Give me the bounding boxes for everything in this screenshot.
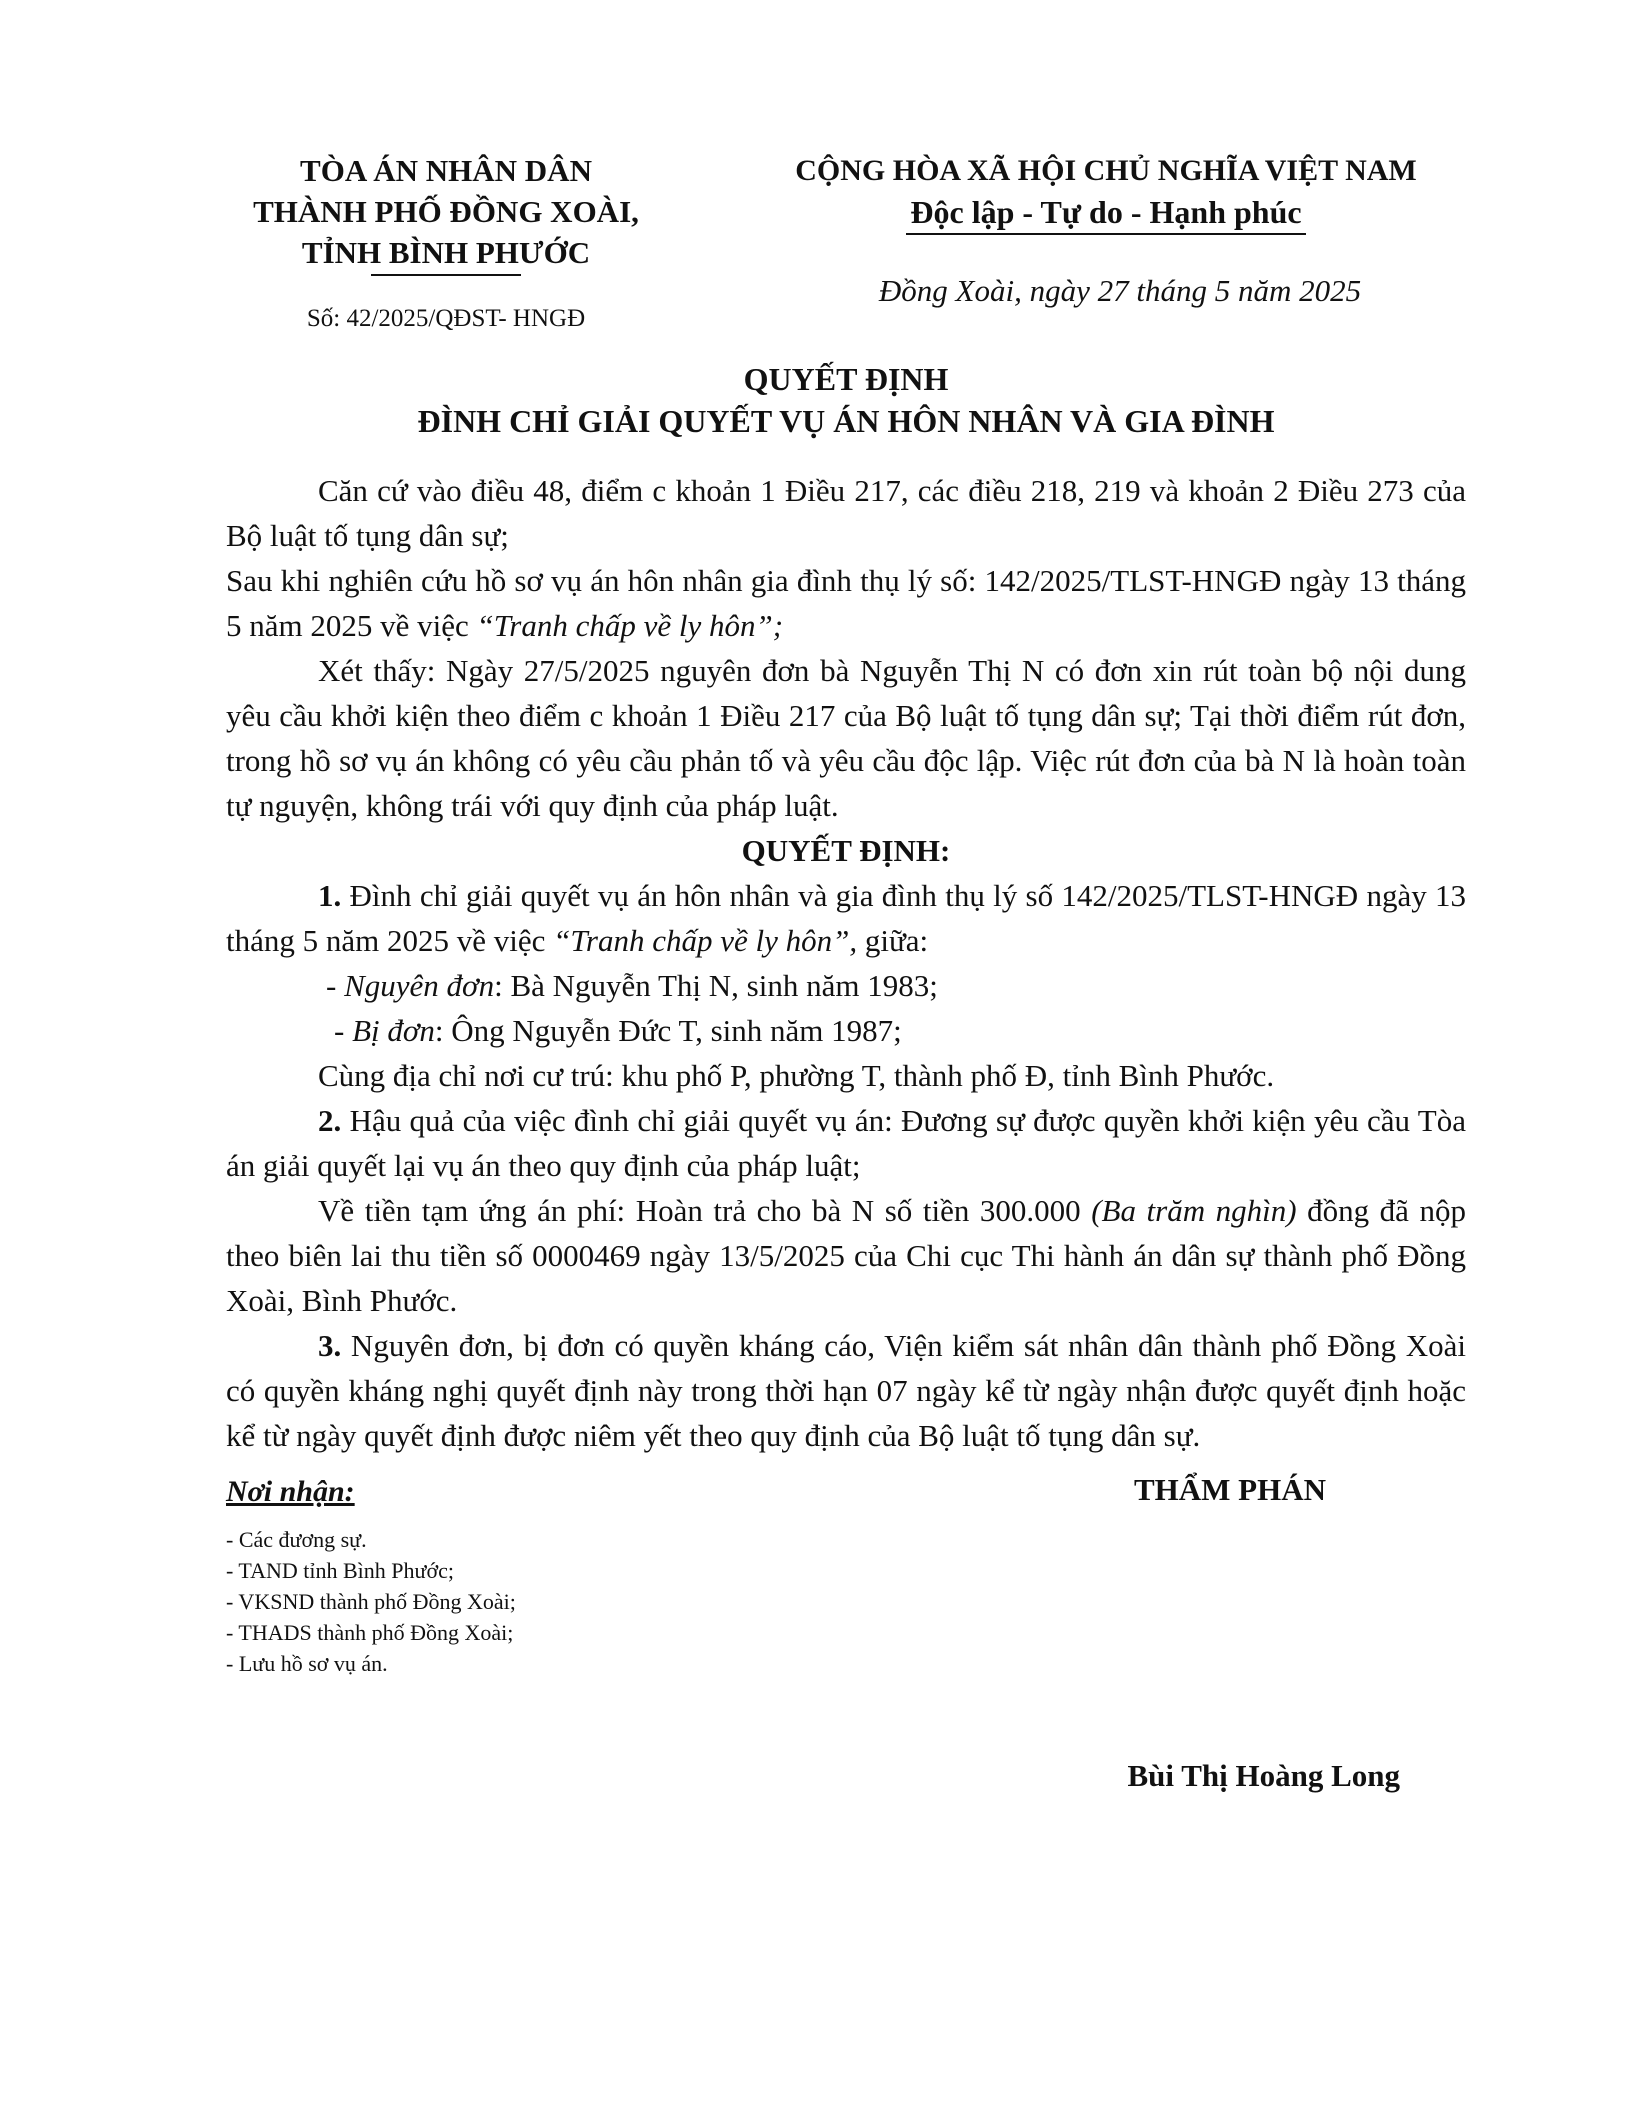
title-line2: ĐÌNH CHỈ GIẢI QUYẾT VỤ ÁN HÔN NHÂN VÀ GIA ĐÌNH	[417, 403, 1275, 439]
court-header-rule	[371, 274, 521, 276]
item-2-number: 2.	[318, 1103, 342, 1138]
recipient-item: - Lưu hồ sơ vụ án.	[226, 1651, 388, 1676]
recipient-item: - Các đương sự.	[226, 1527, 367, 1552]
document-number: Số: 42/2025/QĐST- HNGĐ	[306, 305, 586, 332]
court-header	[188, 150, 704, 334]
recipient-item: - TAND tỉnh Bình Phước;	[226, 1558, 454, 1583]
fee-paragraph	[226, 1188, 1466, 1323]
decision-item-3	[226, 1323, 1466, 1458]
case-review-paragraph	[226, 558, 1466, 648]
defendant-text: : Ông Nguyễn Đức T, sinh năm 1987;	[434, 1013, 902, 1048]
item-3-text: Nguyên đơn, bị đơn có quyền kháng cáo, Viện kiểm sát nhân dân thành phố Đồng Xoài có quyền kháng nghị quyết định này trong thời hạn 07 ngày kể từ ngày nhận được quyết định hoặc kể từ ngày quyết định được niêm yết theo quy định của Bộ luật tố tụng dân sự.	[226, 1328, 1466, 1453]
case-review-italic: “Tranh chấp về ly hôn”;	[476, 608, 784, 643]
court-name-line3: TỈNH BÌNH PHƯỚC	[301, 235, 591, 270]
finding-paragraph: Xét thấy: Ngày 27/5/2025 nguyên đơn bà Nguyễn Thị N có đơn xin rút toàn bộ nội dung yêu cầu khởi kiện theo điểm c khoản 1 Điều 217 của Bộ luật tố tụng dân sự; Tại thời điểm rút đơn, trong hồ sơ vụ án không có yêu cầu phản tố và yêu cầu độc lập. Việc rút đơn của bà N là hoàn toàn tự nguyện, không trái với quy định của pháp luật.	[226, 653, 1466, 823]
item-1-number: 1.	[318, 878, 342, 913]
item-2-text: Hậu quả của việc đình chỉ giải quyết vụ án: Đương sự được quyền khởi kiện yêu cầu Tòa án giải quyết lại vụ án theo quy định của pháp luật;	[226, 1103, 1466, 1183]
case-review-text: Sau khi nghiên cứu hồ sơ vụ án hôn nhân gia đình thụ lý số: 142/2025/TLST-HNGĐ ngày 13 tháng 5 năm 2025 về việc	[226, 563, 1466, 643]
court-name-line1: TÒA ÁN NHÂN DÂN	[300, 153, 592, 188]
national-header	[746, 150, 1466, 311]
signature-title: THẨM PHÁN	[1133, 1472, 1326, 1507]
national-title: CỘNG HÒA XÃ HỘI CHỦ NGHĨA VIỆT NAM	[795, 154, 1417, 187]
recipients-list	[226, 1524, 726, 1679]
title-line1: QUYẾT ĐỊNH	[743, 361, 949, 397]
court-name-line2: THÀNH PHỐ ĐỒNG XOÀI,	[253, 194, 639, 229]
document-title	[226, 358, 1466, 442]
plaintiff-text: : Bà Nguyễn Thị N, sinh năm 1983;	[494, 968, 938, 1003]
recipients-heading: Nơi nhận:	[226, 1475, 355, 1508]
fee-text-2: đồng đã nộp theo biên lai thu tiền số 0000469 ngày 13/5/2025 của Chi cục Thi hành án dân sự thành phố Đồng Xoài, Bình Phước.	[226, 1193, 1466, 1318]
legal-basis-paragraph: Căn cứ vào điều 48, điểm c khoản 1 Điều 217, các điều 218, 219 và khoản 2 Điều 273 của Bộ luật tố tụng dân sự;	[226, 473, 1466, 553]
defendant-label: Bị đơn	[352, 1013, 435, 1048]
item-1-text: Đình chỉ giải quyết vụ án hôn nhân và gia đình thụ lý số 142/2025/TLST-HNGĐ ngày 13 tháng 5 năm 2025 về việc	[226, 878, 1466, 958]
national-motto: Độc lập - Tự do - Hạnh phúc	[906, 191, 1305, 235]
recipients-block	[226, 1472, 726, 1679]
plaintiff-line: - Nguyên đơn: Bà Nguyễn Thị N, sinh năm 1983;	[326, 968, 938, 1003]
item-3-number: 3.	[318, 1328, 342, 1363]
item-1-italic: “Tranh chấp về ly hôn”,	[553, 923, 858, 958]
decision-item-2	[226, 1098, 1466, 1188]
recipient-item: - VKSND thành phố Đồng Xoài;	[226, 1589, 516, 1614]
issue-date: Đồng Xoài, ngày 27 tháng 5 năm 2025	[878, 273, 1362, 308]
decision-heading: QUYẾT ĐỊNH:	[741, 833, 951, 868]
defendant-line: - Bị đơn: Ông Nguyễn Đức T, sinh năm 1987;	[334, 1013, 902, 1048]
item-1-tail: giữa:	[857, 923, 929, 958]
plaintiff-label: Nguyên đơn	[344, 968, 495, 1003]
document-body	[226, 468, 1466, 1458]
signer-name: Bùi Thị Hoàng Long	[1127, 1758, 1400, 1793]
address-line: Cùng địa chỉ nơi cư trú: khu phố P, phường T, thành phố Đ, tỉnh Bình Phước.	[318, 1058, 1275, 1093]
decision-item-1	[226, 873, 1466, 963]
recipient-item: - THADS thành phố Đồng Xoài;	[226, 1620, 514, 1645]
fee-italic: (Ba trăm nghìn)	[1091, 1193, 1297, 1228]
fee-text-1: Về tiền tạm ứng án phí: Hoàn trả cho bà N số tiền 300.000	[318, 1193, 1092, 1228]
